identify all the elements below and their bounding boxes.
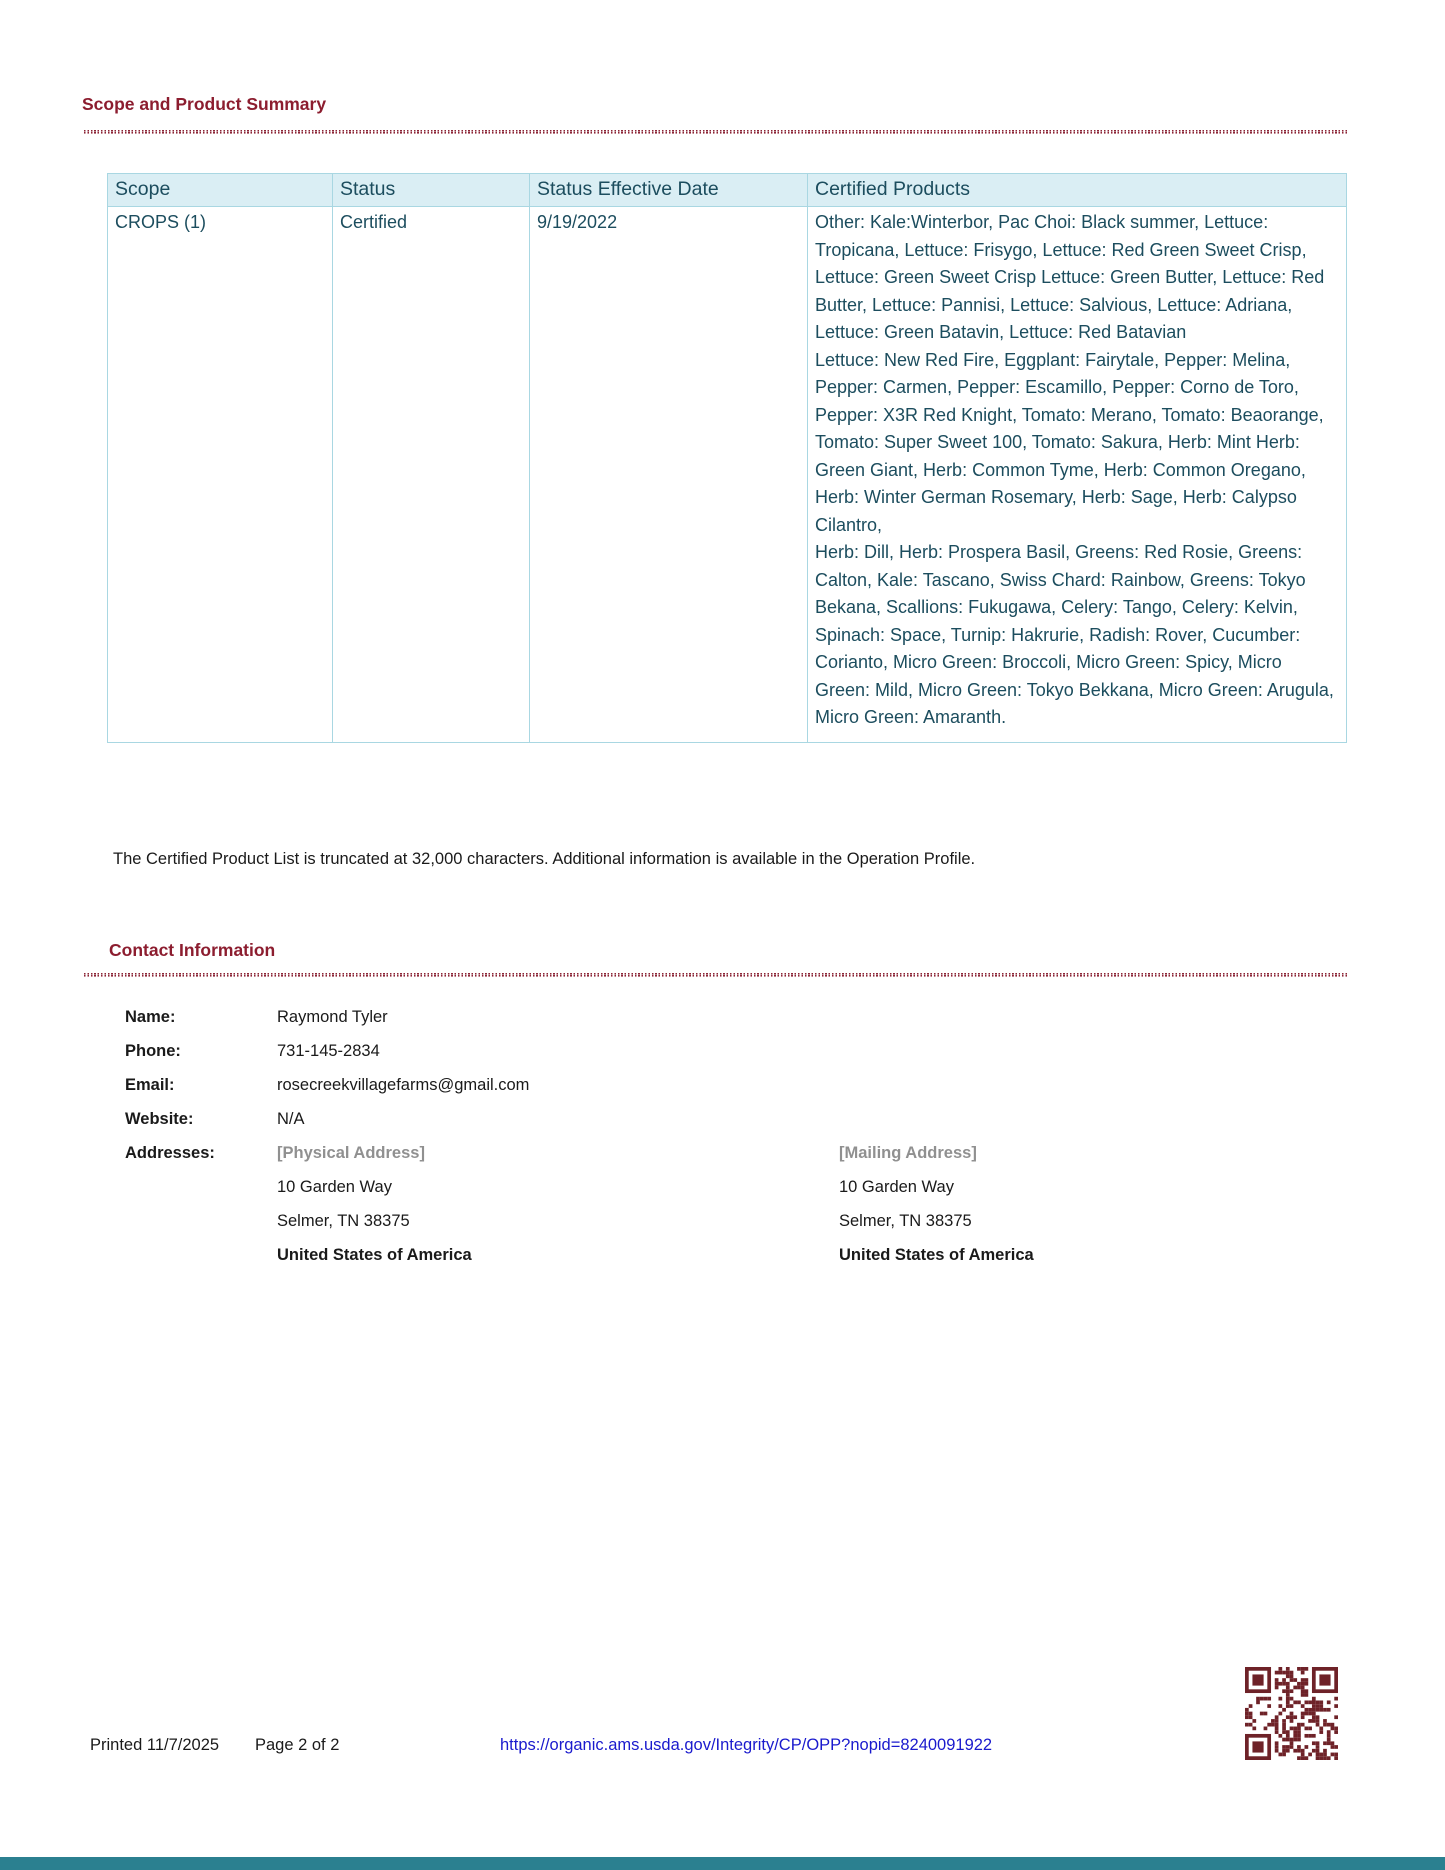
printed-date: Printed 11/7/2025	[90, 1736, 220, 1754]
scope-product-table	[107, 173, 1347, 743]
name-label: Name:	[125, 1008, 176, 1026]
scope-summary-heading: Scope and Product Summary	[82, 94, 327, 114]
section-divider	[84, 973, 1347, 977]
phone-label: Phone:	[125, 1042, 181, 1060]
truncation-note: The Certified Product List is truncated at 32,000 characters. Additional information is available in the Operation Profile.	[113, 850, 976, 868]
physical-address-country: United States of America	[277, 1246, 472, 1264]
table-row	[108, 207, 1347, 743]
contact-information-block	[125, 1000, 1034, 1272]
contact-row-email	[125, 1068, 1034, 1102]
contact-row-name	[125, 1000, 1034, 1034]
email-label: Email:	[125, 1076, 175, 1094]
email-value: rosecreekvillagefarms@gmail.com	[277, 1076, 530, 1094]
addresses-label: Addresses:	[125, 1144, 215, 1162]
mailing-address-country: United States of America	[839, 1246, 1034, 1264]
column-header-status: Status	[333, 174, 530, 207]
column-header-certified-products: Certified Products	[808, 174, 1347, 207]
column-header-scope: Scope	[108, 174, 333, 207]
certified-products-paragraph: Tomato: Super Sweet 100, Tomato: Sakura, Herb: Mint Herb: Green Giant, Herb: Common Tyme, Herb: Common Oregano, Herb: Winter German Rosemary, Herb: Sage, Herb: Calypso Cilantro,	[815, 432, 1306, 535]
certified-products-paragraph: Other: Kale:Winterbor, Pac Choi: Black summer, Lettuce: Tropicana, Lettuce: Frisygo, Lettuce: Red Green Sweet Crisp, Lettuce: Green Sweet Crisp Lettuce: Green Butter, Lettuce: Red Butter, Lettuce: Pannisi, Lettuce: Salvious, Lettuce: Adriana, Lettuce: Green Batavin, Lettuce: Red Batavian	[815, 212, 1325, 342]
website-value: N/A	[277, 1110, 305, 1128]
status-effective-date-cell: 9/19/2022	[530, 207, 808, 743]
certified-products-paragraph: Herb: Dill, Herb: Prospera Basil, Greens: Red Rosie, Greens: Calton, Kale: Tascano, Swiss Chard: Rainbow, Greens: Tokyo Bekana, Scallions: Fukugawa, Celery: Tango, Celery: Kelvin, Spinach: Space, Turnip: Hakrurie, Radish: Rover, Cucumber: Corianto, Micro Green: Broccoli, Micro Green: Spicy, Micro Green: Mild, Micro Green: Tokyo Bekkana, Micro Green: Arugula, Micro Green: Amaranth.	[815, 542, 1334, 727]
page-number: Page 2 of 2	[255, 1736, 340, 1754]
physical-address-line2: Selmer, TN 38375	[277, 1212, 410, 1230]
page-bottom-bar	[0, 1857, 1445, 1870]
certified-products-cell	[808, 207, 1347, 743]
website-label: Website:	[125, 1110, 194, 1128]
mailing-address-line1: 10 Garden Way	[839, 1178, 954, 1196]
qr-code	[1245, 1667, 1338, 1760]
contact-row-website	[125, 1102, 1034, 1136]
contact-information-heading: Contact Information	[109, 940, 276, 960]
physical-address-heading: [Physical Address]	[277, 1144, 425, 1162]
section-divider	[84, 130, 1347, 134]
table-header-row	[108, 174, 1347, 207]
name-value: Raymond Tyler	[277, 1008, 388, 1026]
mailing-address-block	[839, 1136, 1034, 1272]
mailing-address-line2: Selmer, TN 38375	[839, 1212, 972, 1230]
status-cell: Certified	[333, 207, 530, 743]
physical-address-line1: 10 Garden Way	[277, 1178, 392, 1196]
phone-value: 731-145-2834	[277, 1042, 380, 1060]
certified-products-paragraph: Lettuce: New Red Fire, Eggplant: Fairytale, Pepper: Melina, Pepper: Carmen, Pepper: Escamillo, Pepper: Corno de Toro, Pepper: X3R Red Knight, Tomato: Merano, Tomato: Beaorange,	[815, 349, 1324, 425]
operation-profile-link[interactable]: https://organic.ams.usda.gov/Integrity/CP/OPP?nopid=8240091922	[500, 1736, 993, 1754]
physical-address-block	[277, 1136, 839, 1272]
mailing-address-heading: [Mailing Address]	[839, 1144, 977, 1162]
scope-cell: CROPS (1)	[108, 207, 333, 743]
contact-row-phone	[125, 1034, 1034, 1068]
contact-row-addresses	[125, 1136, 1034, 1272]
column-header-status-effective-date: Status Effective Date	[530, 174, 808, 207]
